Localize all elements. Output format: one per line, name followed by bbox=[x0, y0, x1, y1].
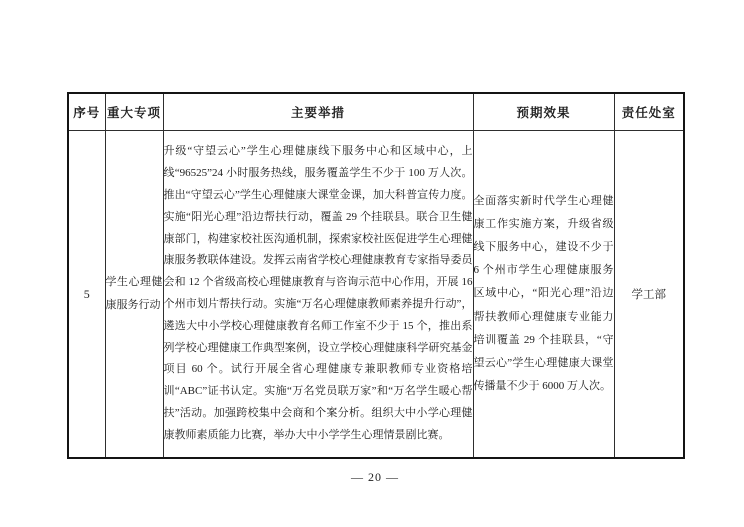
cell-expected-effects bbox=[473, 131, 614, 459]
main-measures-text: 升级“守望云心”学生心理健康线下服务中心和区域中心，上线“96525”24 小时服务热线，服务覆盖学生不少于 100 万人次。推出“守望云心”学生心理健康大课堂金课，加大科普宣传力度。实施“阳光心理”沿边帮扶行动，覆盖 29 个挂联县。联合卫生健康部门，构建家校社医沟通机制，探索家校社医促进学生心理健康服务教联体建设。发挥云南省学校心理健康教育专家指导委员会和 12 个省级高校心理健康教育与咨询示范中心作用，开展 16 个州市划片帮扶行动。实施“万名心理健康教师素养提升行动”，遴选大中小学校心理健康教育名师工作室不少于 15 个，推出系列学校心理健康工作典型案例，设立学校心理健康科学研究基金项目 60 个。试行开展全省心理健康专兼职教师专业资格培训“ABC”证书认定。实施“万名党员联万家”和“万名学生暖心帮扶”活动。加强跨校集中会商和个案分析。组织大中小学心理健康教师素质能力比赛，举办大中小学学生心理情景剧比赛。 bbox=[163, 145, 473, 441]
col-header-project: 重大专项 bbox=[105, 93, 163, 131]
cell-major-project bbox=[105, 131, 163, 459]
table-row bbox=[68, 131, 684, 459]
cell-responsible-office: 学工部 bbox=[614, 131, 684, 459]
col-header-effects: 预期效果 bbox=[473, 93, 614, 131]
cell-main-measures bbox=[163, 131, 473, 459]
action-plan-table bbox=[67, 92, 685, 459]
col-header-measures: 主要举措 bbox=[163, 93, 473, 131]
page-number: — 20 — bbox=[351, 470, 399, 484]
expected-effects-text: 全面落实新时代学生心理健康工作实施方案，升级省级线下服务中心，建设不少于 6 个州市学生心理健康服务区域中心，“阳光心理”沿边帮扶教师心理健康专业能力培训覆盖 29 个挂联县，“守望云心”学生心理健康大课堂传播量不少于 6000 万人次。 bbox=[473, 194, 614, 393]
col-header-office: 责任处室 bbox=[614, 93, 684, 131]
col-header-index: 序号 bbox=[68, 93, 105, 131]
table-header-row bbox=[68, 93, 684, 131]
major-project-text: 学生心理健康服务行动 bbox=[105, 276, 163, 311]
cell-serial-number: 5 bbox=[68, 131, 105, 459]
